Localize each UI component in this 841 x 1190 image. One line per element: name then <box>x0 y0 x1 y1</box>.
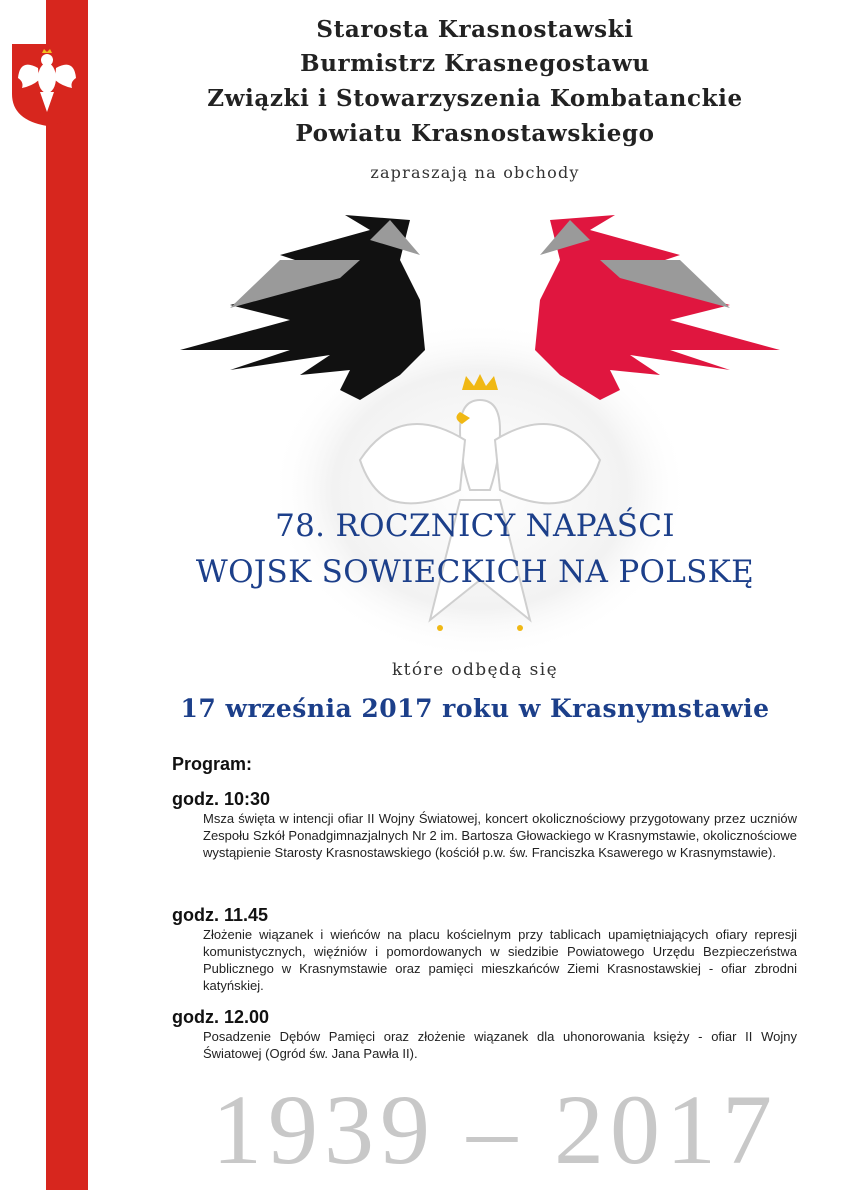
header-line-3: Związki i Stowarzyszenia Kombatanckie <box>207 85 743 112</box>
program-item <box>172 904 797 994</box>
event-intro: które odbędą się <box>391 660 559 680</box>
program-time: godz. 12.00 <box>172 1007 270 1027</box>
invitation-text: zapraszają na obchody <box>370 163 580 182</box>
headline-line-1: 78. ROCZNICY NAPAŚCI <box>275 508 675 544</box>
eagles-artwork-icon <box>170 200 790 660</box>
white-eagle-emblem-icon <box>10 42 84 128</box>
red-eagle-icon <box>535 215 780 400</box>
program-item <box>172 788 797 861</box>
program-description: Złożenie wiązanek i wieńców na placu kościelnym przy tablicach upamiętniających ofiary represji komunistycznych, więźniów i pomordowanych w siedzibie Powiatowego Urzędu Bezpieczeństwa Publicznego w Krasnymstawie oraz pamięci mieszkańców Ziemi Krasnostawskiej - ofiar zbrodni katyńskiej. <box>203 927 797 993</box>
headline-line-2: WOJSK SOWIECKICH NA POLSKĘ <box>195 554 755 590</box>
event-date: 17 września 2017 roku w Krasnymstawie <box>180 694 770 723</box>
black-eagle-icon <box>180 215 425 400</box>
program-description: Msza święta w intencji ofiar II Wojny Światowej, koncert okolicznościowy przygotowany przez uczniów Zespołu Szkół Ponadgimnazjalnych Nr 2 im. Bartosza Głowackiego w Krasnymstawie, okolicznościowe wystąpienie Starosty Krasnostawskiego (kościół p.w. św. Franciszka Ksawerego w Krasnymstawie). <box>203 811 797 860</box>
header-line-1: Starosta Krasnostawski <box>316 16 634 43</box>
red-stripe <box>46 0 88 1190</box>
program-time: godz. 11.45 <box>172 905 269 925</box>
program-title: Program: <box>172 754 253 774</box>
program-item <box>172 1006 797 1062</box>
program-time: godz. 10:30 <box>172 789 271 809</box>
header-line-4: Powiatu Krasnostawskiego <box>295 120 655 147</box>
header-line-2: Burmistrz Krasnegostawu <box>300 50 650 77</box>
program-description: Posadzenie Dębów Pamięci oraz złożenie wiązanek dla uhonorowania księży - ofiar II Wojny Światowej (Ogród św. Jana Pawła II). <box>203 1029 797 1061</box>
years-range: 1939 – 2017 <box>212 1074 778 1185</box>
